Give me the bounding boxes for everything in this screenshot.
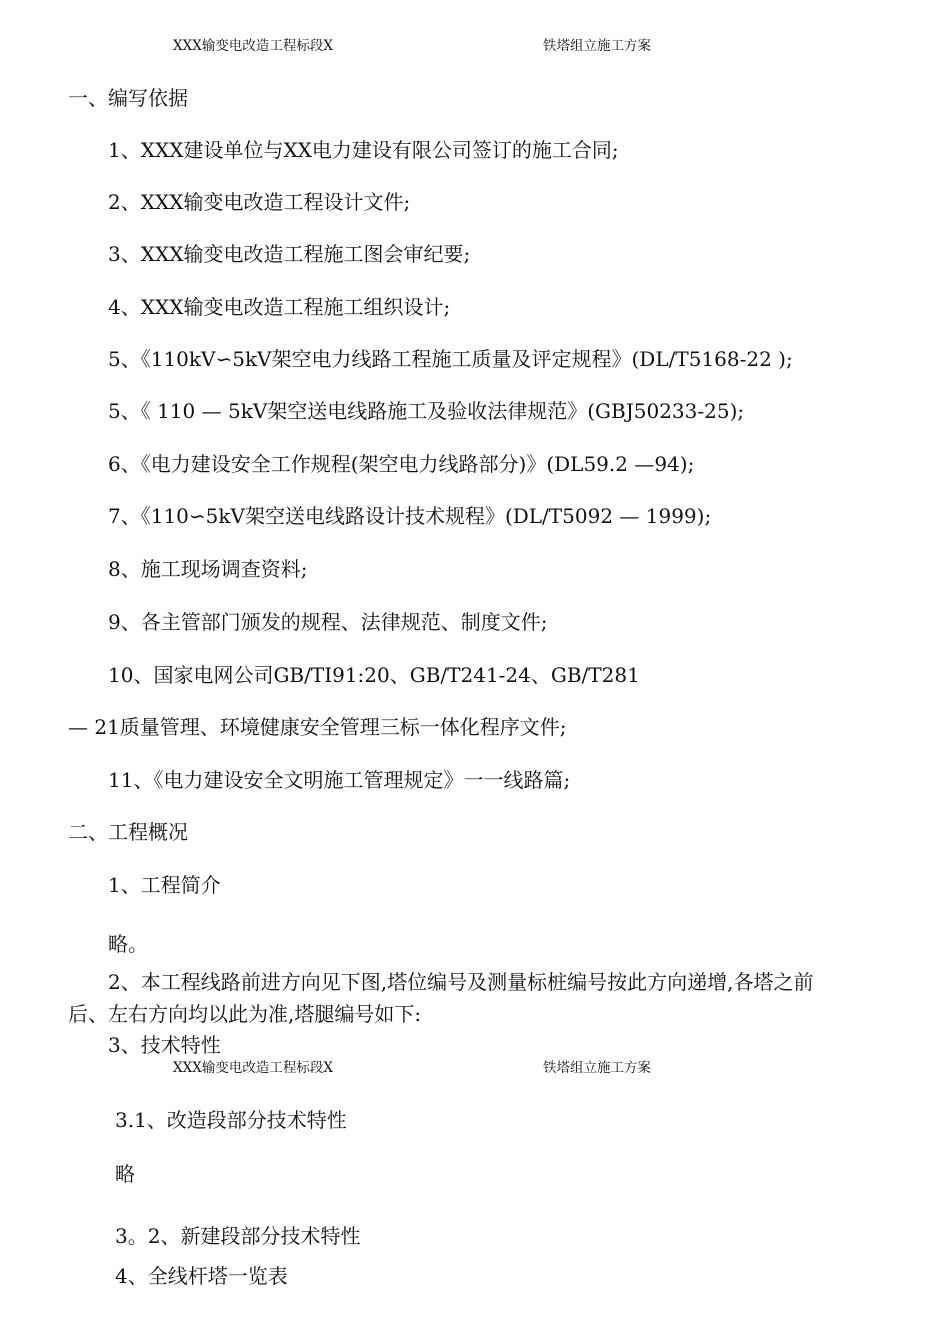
- list-item: 7、《110∽5kV架空送电线路设计技术规程》(DL/T5092 — 1999);: [108, 504, 712, 528]
- list-item: 8、施工现场调查资料;: [108, 557, 308, 581]
- paragraph: 略。: [108, 932, 148, 956]
- paragraph: 2、本工程线路前进方向见下图,塔位编号及测量标桩编号按此方向递增,各塔之前: [108, 970, 814, 994]
- subsection-heading: 4、全线杆塔一览表: [115, 1264, 288, 1288]
- subsection-heading: 1、工程简介: [108, 873, 221, 897]
- page-header-left: XXX输变电改造工程标段X: [173, 1060, 333, 1076]
- subsection-heading: 3.1、改造段部分技术特性: [115, 1108, 347, 1132]
- list-item: 6、《电力建设安全工作规程(架空电力线路部分)》(DL59.2 —94);: [108, 452, 695, 476]
- list-item-continuation: — 21质量管理、环境健康安全管理三标一体化程序文件;: [68, 715, 567, 739]
- section-heading-overview: 二、工程概况: [68, 820, 188, 844]
- page-header-left: XXX输变电改造工程标段X: [173, 38, 333, 54]
- list-item: 5、《 110 — 5kV架空送电线路施工及验收法律规范》(GBJ50233-25);: [108, 399, 745, 423]
- paragraph: 后、左右方向均以此为准,塔腿编号如下:: [68, 1002, 422, 1026]
- list-item: 2、XXX输变电改造工程设计文件;: [108, 190, 411, 214]
- list-item: 10、国家电网公司GB/TI91:20、GB/T241-24、GB/T281: [108, 663, 640, 687]
- paragraph: 略: [115, 1162, 135, 1186]
- list-item: 5、《110kV∽5kV架空电力线路工程施工质量及评定规程》(DL/T5168-22 );: [108, 347, 793, 371]
- list-item: 9、各主管部门颁发的规程、法律规范、制度文件;: [108, 610, 548, 634]
- list-item: 3、XXX输变电改造工程施工图会审纪要;: [108, 242, 471, 266]
- subsection-heading: 3。2、新建段部分技术特性: [115, 1224, 361, 1248]
- subsection-heading: 3、技术特性: [108, 1033, 221, 1057]
- list-item: 11、《电力建设安全文明施工管理规定》一一线路篇;: [108, 768, 571, 792]
- list-item: 4、XXX输变电改造工程施工组织设计;: [108, 295, 451, 319]
- section-heading-basis: 一、编写依据: [68, 86, 188, 110]
- page-header-right: 铁塔组立施工方案: [543, 1060, 651, 1076]
- list-item: 1、XXX建设单位与XX电力建设有限公司签订的施工合同;: [108, 138, 619, 162]
- page-header-right: 铁塔组立施工方案: [543, 38, 651, 54]
